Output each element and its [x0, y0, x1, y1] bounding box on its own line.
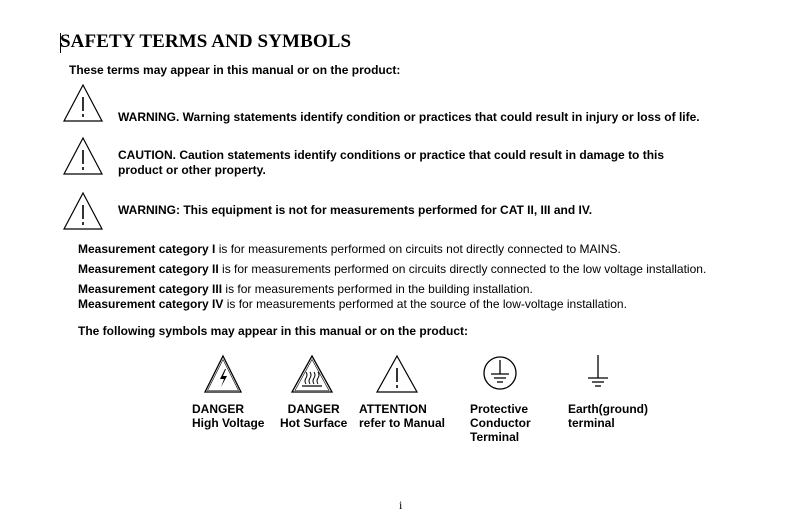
terms-intro: These terms may appear in this manual or on the product: [69, 63, 401, 77]
page-title: SAFETY TERMS AND SYMBOLS [60, 31, 352, 52]
category-line: Measurement category I is for measurements performed on circuits not directly connected to MAINS. [78, 242, 621, 256]
page-number: i [399, 498, 403, 512]
warning-triangle-icon [62, 83, 104, 123]
warning-statement: WARNING. Warning statements identify condition or practices that could result in injury or loss of life. [118, 110, 700, 124]
symbol-label: Protective Conductor Terminal [470, 402, 531, 444]
symbol-label: DANGER High Voltage [192, 402, 265, 430]
symbol-label: Earth(ground) terminal [568, 402, 648, 430]
category-line: Measurement category III is for measurements performed in the building installation. [78, 282, 533, 296]
high-voltage-icon [203, 354, 243, 394]
symbol-label: ATTENTION refer to Manual [359, 402, 446, 430]
caution-statement: CAUTION. Caution statements identify conditions or practice that could result in damage to this product or other property. [118, 148, 665, 177]
warning-triangle-icon [62, 136, 104, 176]
symbols-intro: The following symbols may appear in this manual or on the product: [78, 324, 469, 338]
earth-ground-icon [584, 352, 614, 392]
symbol-label: DANGER Hot Surface [280, 402, 348, 430]
warning-triangle-icon [62, 191, 104, 231]
protective-conductor-icon [481, 354, 521, 394]
attention-icon [375, 354, 419, 394]
category-line: Measurement category IV is for measurements performed at the source of the low-voltage installation. [78, 297, 627, 311]
cat-warning-statement: WARNING: This equipment is not for measurements performed for CAT II, III and IV. [118, 203, 593, 217]
category-line: Measurement category II is for measurements performed on circuits directly connected to the low voltage installation. [78, 262, 707, 276]
hot-surface-icon [290, 354, 334, 394]
